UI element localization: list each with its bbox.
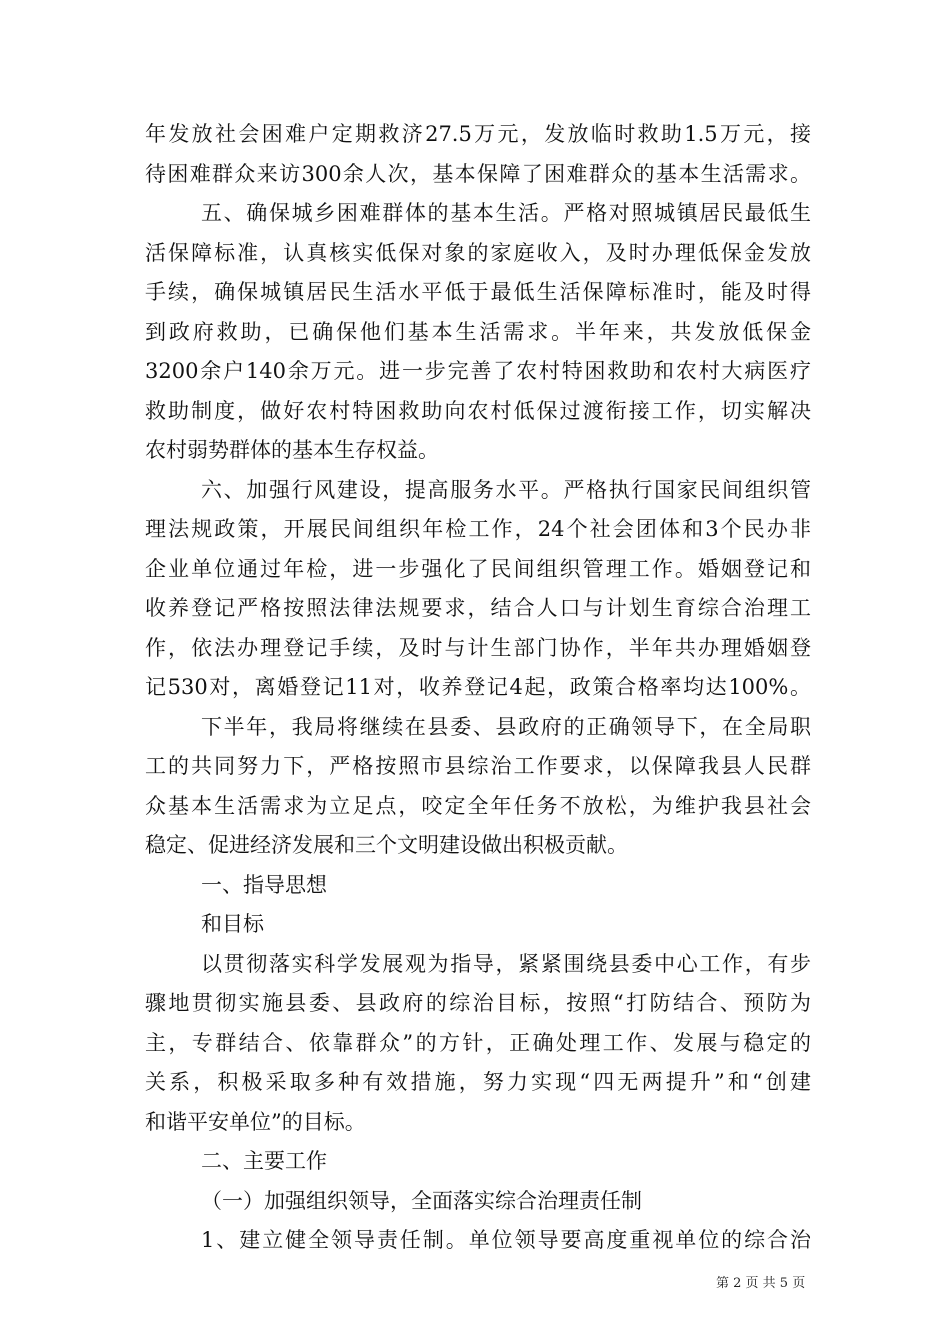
text-line: 收养登记严格按照法律法规要求，结合人口与计划生育综合治理工 [145,596,811,620]
text-line: 下半年，我局将继续在县委、县政府的正确领导下，在全局职 [201,714,811,739]
text-line: 作，依法办理登记手续，及时与计生部门协作，半年共办理婚姻登 [145,635,811,660]
text-line: 五、确保城乡困难群体的基本生活。严格对照城镇居民最低生 [201,201,811,225]
text-line: 救助制度，做好农村特困救助向农村低保过渡衔接工作，切实解决 [145,398,811,423]
text-line: 工的共同努力下，严格按照市县综治工作要求，以保障我县人民群 [145,754,811,778]
text-line: 六、加强行风建设，提高服务水平。严格执行国家民间组织管 [201,477,811,502]
text-line: 到政府救助，已确保他们基本生活需求。半年来，共发放低保金 [145,319,811,344]
text-line: 活保障标准，认真核实低保对象的家庭收入，及时办理低保金发放 [145,240,811,265]
text-line: 理法规政策，开展民间组织年检工作，24个社会团体和3个民办非 [145,517,811,541]
text-line: 企业单位通过年检，进一步强化了民间组织管理工作。婚姻登记和 [145,556,811,581]
document-body [145,115,811,1261]
text-line: 稳定、促进经济发展和三个文明建设做出积极贡献。 [145,833,628,857]
text-line: 众基本生活需求为立足点，咬定全年任务不放松，为维护我县社会 [145,793,811,818]
text-line: （一）加强组织领导，全面落实综合治理责任制 [201,1188,642,1213]
text-line: 二、主要工作 [201,1149,327,1173]
text-line: 农村弱势群体的基本生存权益。 [145,438,439,462]
text-line: 1、建立健全领导责任制。单位领导要高度重视单位的综合治 [201,1228,811,1252]
text-line: 和目标 [201,912,264,936]
text-line: 以贯彻落实科学发展观为指导，紧紧围绕县委中心工作，有步 [201,951,811,976]
text-line: 主，专群结合、依靠群众”的方针，正确处理工作、发展与稳定的 [145,1030,811,1055]
text-line: 3200余户140余万元。进一步完善了农村特困救助和农村大病医疗 [145,359,811,383]
text-line: 和谐平安单位”的目标。 [145,1109,366,1134]
text-line: 手续，确保城镇居民生活水平低于最低生活保障标准时，能及时得 [145,280,811,304]
text-line: 记530对，离婚登记11对，收养登记4起，政策合格率均达100%。 [145,675,811,699]
text-line: 骤地贯彻实施县委、县政府的综治目标，按照“打防结合、预防为 [145,991,811,1015]
text-line: 待困难群众来访300余人次，基本保障了困难群众的基本生活需求。 [145,161,811,186]
text-line: 关系，积极采取多种有效措施，努力实现“四无两提升”和“创建 [145,1070,811,1094]
page-number: 第 2 页 共 5 页 [716,1276,806,1291]
text-line: 一、指导思想 [201,872,327,897]
text-line: 年发放社会困难户定期救济27.5万元，发放临时救助1.5万元，接 [145,122,811,146]
